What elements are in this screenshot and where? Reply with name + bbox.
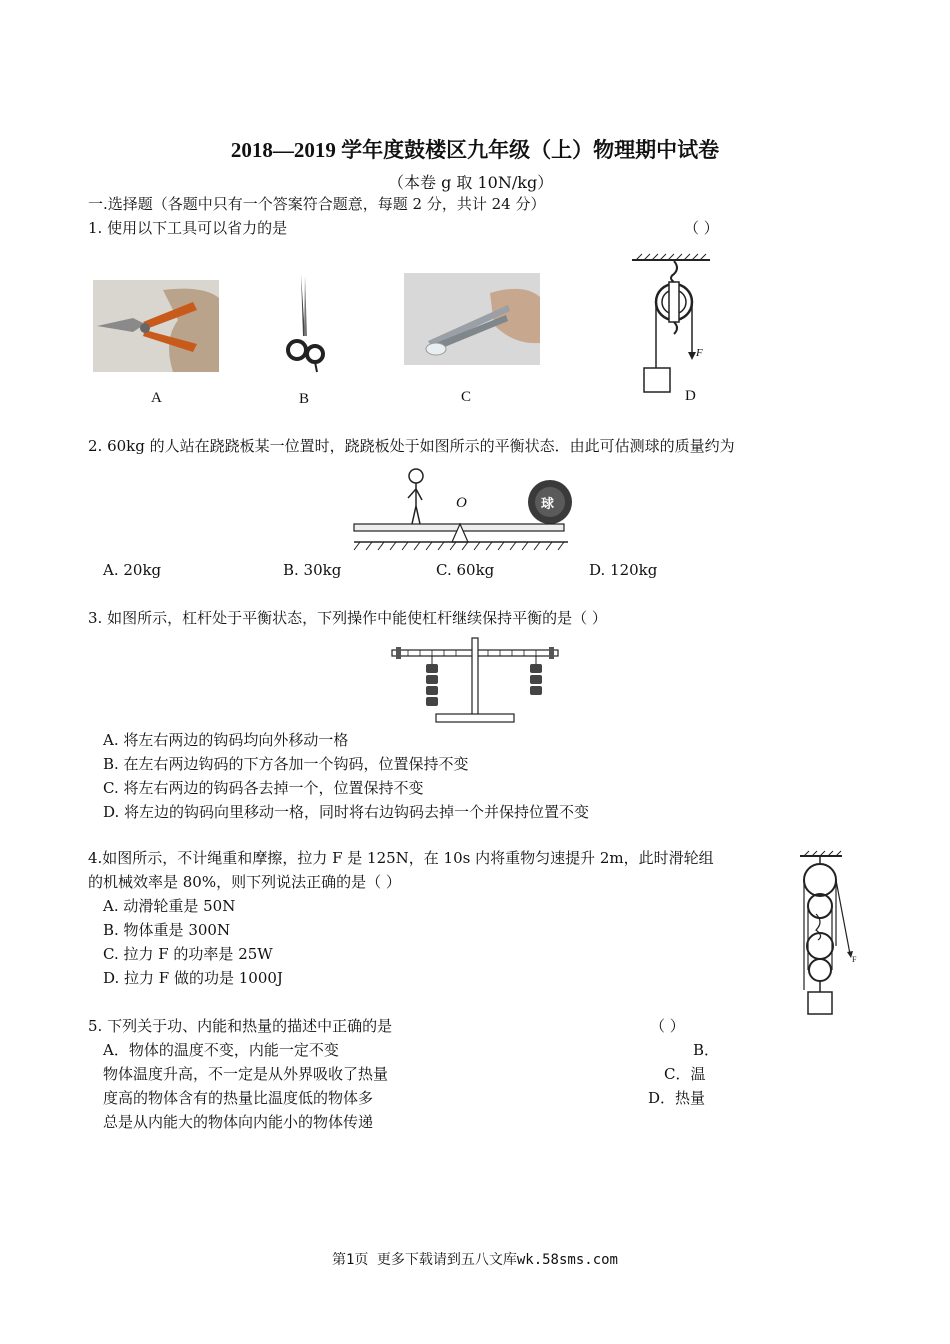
q2-option-d: D. 120kg — [589, 561, 658, 579]
q5-option-c-text: 度高的物体含有的热量比温度低的物体多 — [103, 1089, 374, 1107]
q1-force-label: F — [696, 347, 703, 359]
q5-option-a: A．物体的温度不变，内能一定不变 — [103, 1041, 339, 1059]
q4-option-d: D. 拉力 F 做的功是 1000J — [103, 969, 283, 987]
q1-text: 1. 使用以下工具可以省力的是 — [88, 219, 288, 237]
q3-option-d: D. 将左边的钩码向里移动一格，同时将右边钩码去掉一个并保持位置不变 — [103, 803, 590, 821]
q1-label-a: A — [151, 390, 162, 406]
q3-option-c: C. 将左右两边的钩码各去掉一个，位置保持不变 — [103, 779, 424, 797]
q3-option-a: A. 将左右两边的钩码均向外移动一格 — [103, 731, 349, 749]
pivot-label: O — [456, 495, 467, 511]
q5-option-d-marker: D．热量 — [648, 1089, 706, 1107]
q2-text: 2. 60kg 的人站在跷跷板某一位置时，跷跷板处于如图所示的平衡状态．由此可估测球的质量约为 — [88, 437, 735, 455]
q2-option-b: B. 30kg — [283, 561, 342, 579]
q5-answer-paren: （ ） — [650, 1017, 685, 1035]
fixed-pulley-diagram — [630, 252, 714, 396]
tweezers-image — [404, 273, 540, 365]
q1-answer-paren: （ ） — [684, 219, 719, 237]
section-heading: 一.选择题（各题中只有一个答案符合题意，每题 2 分，共计 24 分） — [88, 195, 546, 213]
q1-label-d: D — [685, 388, 696, 404]
q3-option-b: B. 在左右两边钩码的下方各加一个钩码，位置保持不变 — [103, 755, 469, 773]
q4-force-label: F — [852, 955, 857, 964]
page-footer: 第1页 更多下载请到五八文库wk.58sms.com — [331, 1252, 618, 1268]
ball-label: 球 — [541, 497, 555, 512]
q2-option-c: C. 60kg — [436, 561, 495, 579]
q5-option-d-text: 总是从内能大的物体向内能小的物体传递 — [103, 1113, 374, 1131]
page-title: 2018—2019 学年度鼓楼区九年级（上）物理期中试卷 — [230, 138, 720, 162]
lever-diagram — [388, 636, 564, 728]
q2-option-a: A. 20kg — [103, 561, 162, 579]
q5-option-c-marker: C．温 — [664, 1065, 706, 1083]
q4-option-b: B. 物体重是 300N — [103, 921, 231, 939]
q5-text: 5. 下列关于功、内能和热量的描述中正确的是 — [88, 1017, 393, 1035]
pliers-image — [93, 280, 219, 372]
q4-text-line2: 的机械效率是 80%，则下列说法正确的是（ ） — [88, 873, 401, 891]
q4-option-c: C. 拉力 F 的功率是 25W — [103, 945, 273, 963]
q4-text-line1: 4.如图所示，不计绳重和摩擦，拉力 F 是 125N，在 10s 内将重物匀速提升 2m，此时滑轮组 — [88, 849, 714, 867]
scissors-image — [283, 274, 327, 374]
q1-label-b: B — [299, 391, 310, 407]
subtitle: （本卷 g 取 10N/kg） — [388, 173, 554, 192]
q5-option-b-marker: B． — [693, 1041, 720, 1059]
q1-label-c: C — [461, 389, 472, 405]
pulley-block-diagram — [798, 850, 864, 1018]
q4-option-a: A. 动滑轮重是 50N — [103, 897, 236, 915]
q3-text: 3. 如图所示，杠杆处于平衡状态，下列操作中能使杠杆继续保持平衡的是（ ） — [88, 609, 607, 627]
q5-option-b-text: 物体温度升高，不一定是从外界吸收了热量 — [103, 1065, 389, 1083]
